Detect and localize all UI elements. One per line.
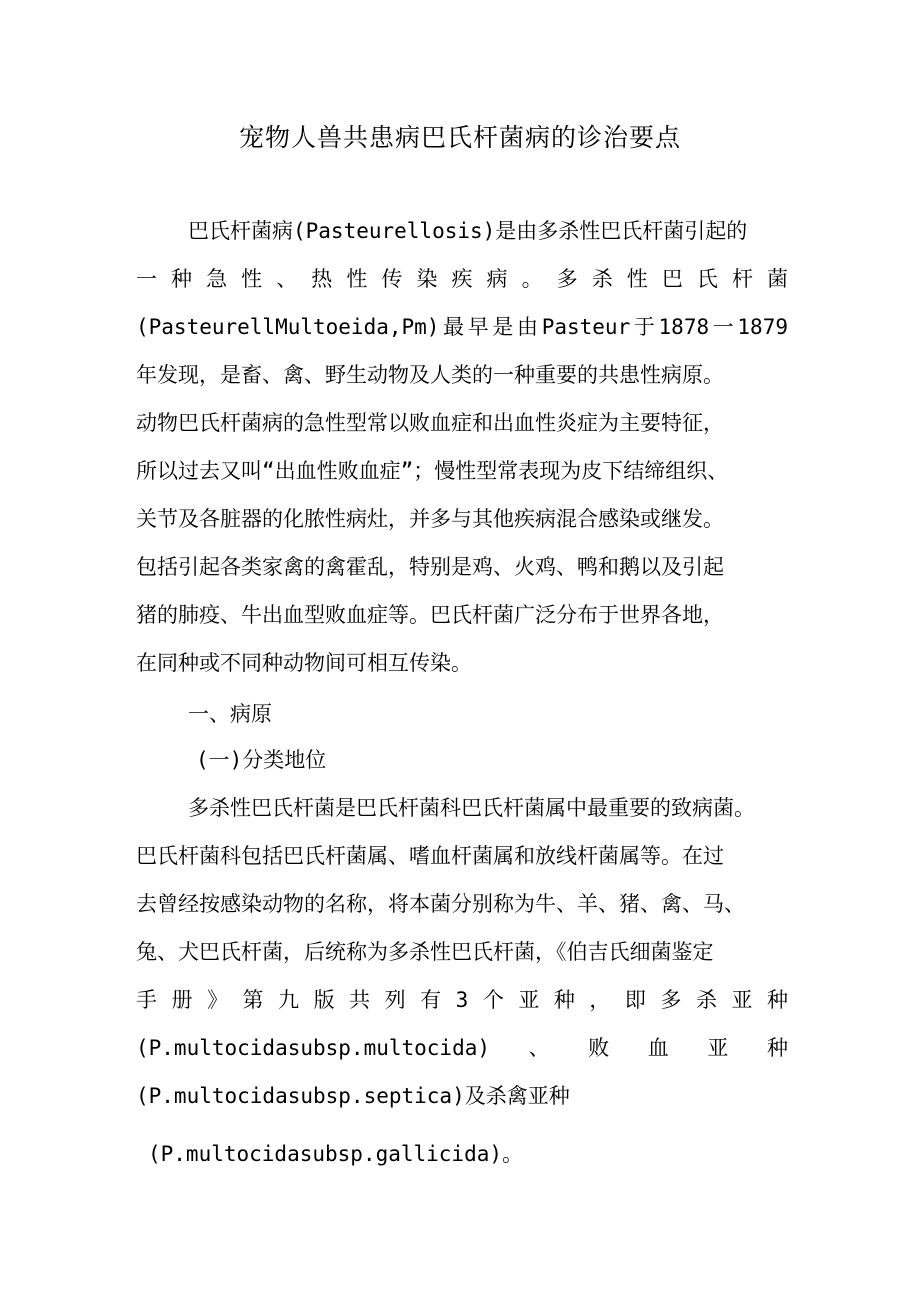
document-title: 宠物人兽共患病巴氏杆菌病的诊治要点 xyxy=(238,123,681,152)
subsection-heading: (一)分类地位 xyxy=(196,748,327,772)
paragraph-line: (P.multocidasubsp.gallicida)。 xyxy=(148,1142,524,1166)
paragraph-line: 巴氏杆菌科包括巴氏杆菌属、嗜血杆菌属和放线杆菌属等。在过 xyxy=(136,844,724,868)
paragraph-line: 兔、犬巴氏杆菌，后统称为多杀性巴氏杆菌，《伯吉氏细菌鉴定 xyxy=(136,940,714,964)
paragraph-line: 手册》第九版共列有3个亚种，即多杀亚种 xyxy=(136,988,788,1012)
paragraph-line: 年发现，是畜、禽、野生动物及人类的一种重要的共患性病原。 xyxy=(136,363,724,387)
paragraph-line: 所以过去又叫“出血性败血症”；慢性型常表现为皮下结缔组织、 xyxy=(136,459,729,483)
paragraph-line: 多杀性巴氏杆菌是巴氏杆菌科巴氏杆菌属中最重要的致病菌。 xyxy=(188,796,755,820)
paragraph-line: 包括引起各类家禽的禽霍乱，特别是鸡、火鸡、鸭和鹅以及引起 xyxy=(136,555,724,579)
paragraph-line: 在同种或不同种动物间可相互传染。 xyxy=(136,651,472,675)
paragraph-line: 动物巴氏杆菌病的急性型常以败血症和出血性炎症为主要特征， xyxy=(136,411,724,435)
paragraph-line: 一种急性、热性传染疾病。多杀性巴氏杆菌 xyxy=(136,267,788,291)
paragraph-line: (P.multocidasubsp.septica)及杀禽亚种 xyxy=(136,1084,570,1108)
section-heading: 一、病原 xyxy=(188,702,272,726)
paragraph-line: (PasteurellMultoeida,Pm)最早是由Pasteur于1878一1879 xyxy=(136,315,788,339)
paragraph-line: 猪的肺疫、牛出血型败血症等。巴氏杆菌广泛分布于世界各地， xyxy=(136,603,724,627)
paragraph-line: 巴氏杆菌病(Pasteurellosis)是由多杀性巴氏杆菌引起的 xyxy=(188,219,748,243)
paragraph-line: 关节及各脏器的化脓性病灶，并多与其他疾病混合感染或继发。 xyxy=(136,507,724,531)
paragraph-line: 去曾经按感染动物的名称，将本菌分别称为牛、羊、猪、禽、马、 xyxy=(136,892,745,916)
paragraph-line: (P.multocidasubsp.multocida)、败血亚种 xyxy=(136,1036,788,1060)
